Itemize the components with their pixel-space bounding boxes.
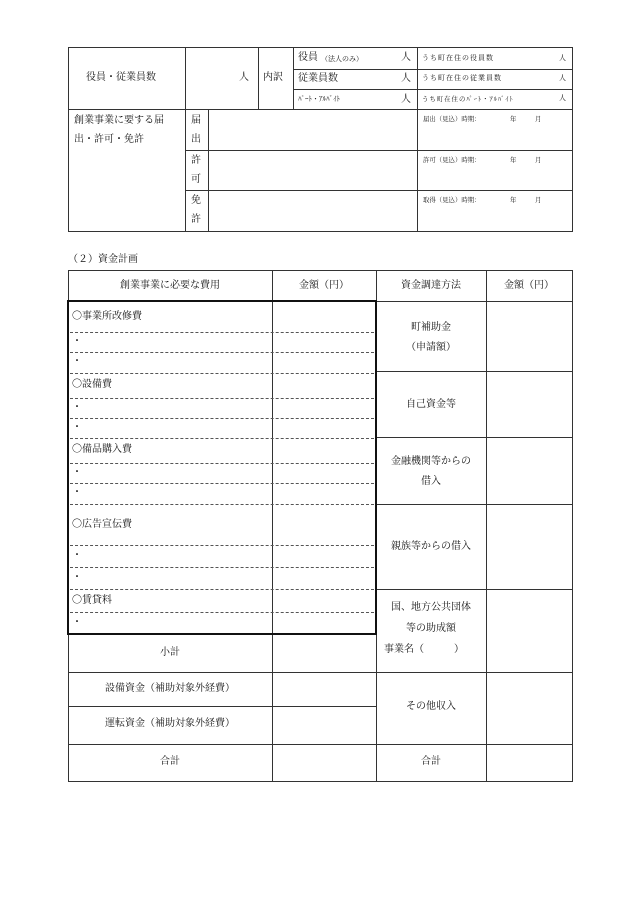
- license-char1: 免: [191, 195, 201, 206]
- permission-char2: 可: [191, 174, 201, 185]
- employees-label: 従業員数: [298, 73, 338, 84]
- license-timing: 取得（見込）時期：: [423, 196, 481, 204]
- license-char2: 許: [191, 214, 201, 225]
- local-parttime-label: うち町在住のﾊﾟｰﾄ・ｱﾙﾊﾞｲﾄ: [422, 95, 514, 103]
- cost-items-frame: [67, 300, 377, 635]
- item-renovation: 〇事業所改修費: [72, 311, 142, 322]
- method-own-funds: 自己資金等: [406, 399, 456, 410]
- license-month: 月: [535, 196, 542, 204]
- item-fixtures: 〇備品購入費: [72, 444, 132, 455]
- item-bullet: ・: [72, 572, 82, 583]
- method-bank-line2: 借入: [421, 476, 441, 487]
- permit-label-line1: 創業事業に要する届: [74, 115, 164, 126]
- method-public-line3: 事業名（ ）: [384, 644, 464, 655]
- item-advertising: 〇広告宣伝費: [72, 519, 132, 530]
- officers-label: 役員: [298, 52, 318, 63]
- local-employees-unit: 人: [559, 74, 566, 82]
- notification-char2: 出: [191, 134, 201, 145]
- total-label: 合計: [160, 756, 180, 767]
- item-bullet: ・: [72, 487, 82, 498]
- staff-total-unit: 人: [239, 72, 249, 83]
- item-bullet: ・: [72, 422, 82, 433]
- item-bullet: ・: [72, 336, 82, 347]
- method-public-line1: 国、地方公共団体: [391, 602, 471, 613]
- permission-timing: 許可（見込）時期：: [423, 156, 481, 164]
- method-subsidy-line1: 町補助金: [411, 322, 451, 333]
- method-total-label: 合計: [421, 756, 441, 767]
- item-bullet: ・: [72, 356, 82, 367]
- item-equipment: 〇設備費: [72, 379, 112, 390]
- local-officers-label: うち町在住の役員数: [422, 54, 494, 62]
- permission-char1: 許: [191, 155, 201, 166]
- notification-timing: 届出（見込）時期：: [423, 115, 481, 123]
- officers-unit: 人: [401, 52, 411, 63]
- funding-section-title: （２）資金計画: [68, 254, 138, 265]
- employees-unit: 人: [401, 73, 411, 84]
- method-other-income: その他収入: [406, 701, 456, 712]
- item-bullet: ・: [72, 617, 82, 628]
- staff-breakdown-label: 内訳: [263, 72, 283, 83]
- license-year: 年: [510, 196, 517, 204]
- item-bullet: ・: [72, 550, 82, 561]
- permit-label-line2: 出・許可・免許: [74, 134, 144, 145]
- header-method: 資金調達方法: [401, 280, 461, 291]
- local-parttime-unit: 人: [559, 94, 566, 102]
- header-amount: 金額（円）: [299, 280, 349, 291]
- local-officers-unit: 人: [559, 54, 566, 62]
- opex-excluded-label: 運転資金（補助対象外経費）: [105, 718, 235, 729]
- staff-row-label: 役員・従業員数: [86, 72, 156, 83]
- notification-month: 月: [535, 115, 542, 123]
- item-bullet: ・: [72, 467, 82, 478]
- item-rent: 〇賃貸料: [72, 595, 112, 606]
- method-public-line2: 等の助成額: [406, 623, 456, 634]
- parttime-label: ﾊﾟｰﾄ・ｱﾙﾊﾞｲﾄ: [298, 95, 340, 103]
- notification-year: 年: [510, 115, 517, 123]
- officers-note: （法人のみ）: [321, 55, 363, 63]
- permission-month: 月: [535, 156, 542, 164]
- header-cost: 創業事業に必要な費用: [120, 280, 220, 291]
- method-relatives: 親族等からの借入: [391, 541, 471, 552]
- permission-year: 年: [510, 156, 517, 164]
- local-employees-label: うち町在住の従業員数: [422, 74, 502, 82]
- method-bank-line1: 金融機関等からの: [391, 456, 471, 467]
- capex-excluded-label: 設備資金（補助対象外経費）: [105, 683, 235, 694]
- parttime-unit: 人: [401, 94, 411, 105]
- item-bullet: ・: [72, 402, 82, 413]
- method-subsidy-line2: （申請額）: [406, 342, 456, 353]
- notification-char1: 届: [191, 115, 201, 126]
- header-amount2: 金額（円）: [504, 280, 554, 291]
- subtotal-label: 小計: [160, 647, 180, 658]
